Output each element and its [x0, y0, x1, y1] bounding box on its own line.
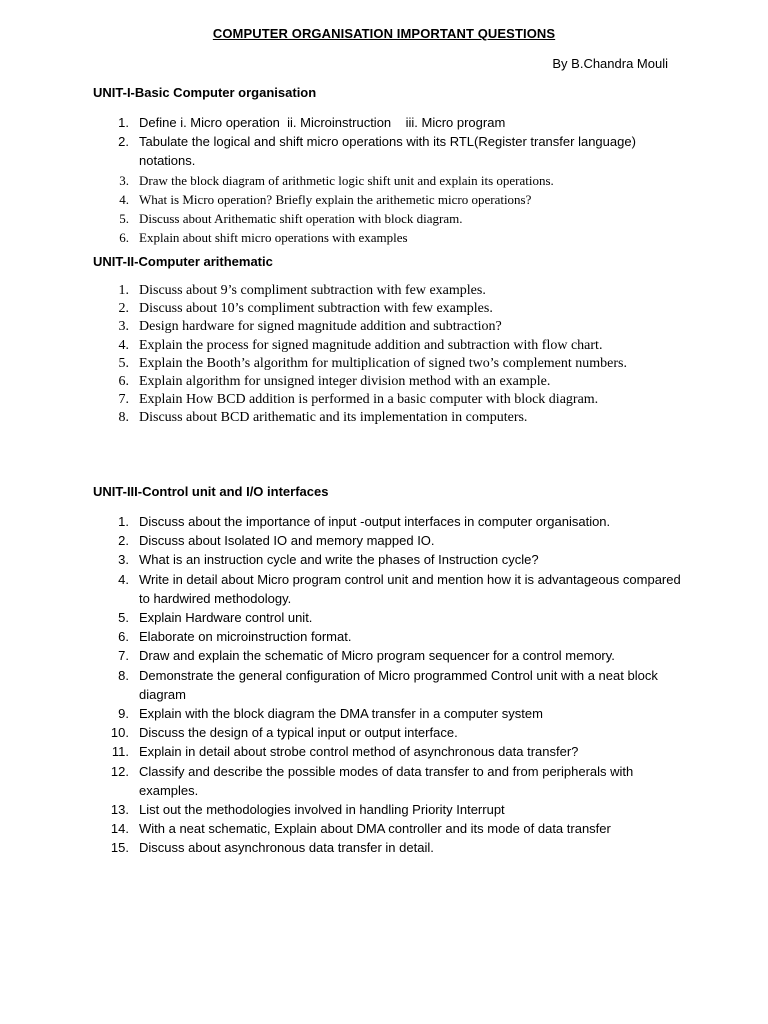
- list-item: [93, 800, 693, 819]
- question-text: Discuss about asynchronous data transfer in detail.: [139, 840, 434, 856]
- question-text: What is an instruction cycle and write the phases of Instruction cycle?: [139, 552, 539, 568]
- question-text: Explain with the block diagram the DMA transfer in a computer system: [139, 706, 543, 722]
- question-number: 3.: [118, 319, 129, 335]
- list-item: [93, 742, 693, 761]
- list-item: [93, 838, 693, 857]
- question-number: 1.: [118, 283, 129, 298]
- question-number: 1.: [118, 115, 129, 130]
- question-number: 7.: [118, 392, 129, 408]
- list-item: [93, 318, 693, 336]
- list-item: [93, 282, 693, 300]
- list-item: [93, 570, 693, 608]
- question-text: Discuss about 10’s compliment subtraction with few examples.: [139, 301, 493, 317]
- list-item: [93, 132, 693, 170]
- list-item: [93, 209, 693, 228]
- question-text: With a neat schematic, Explain about DMA controller and its mode of data transfer: [139, 821, 611, 837]
- unit-2-question-list: [93, 282, 693, 428]
- question-text: Discuss about Isolated IO and memory mapped IO.: [139, 533, 435, 549]
- question-number: 8.: [118, 410, 129, 426]
- question-number: 2.: [118, 301, 129, 317]
- question-number: 7.: [118, 648, 129, 664]
- question-number: 9.: [118, 706, 129, 722]
- question-text: Explain the process for signed magnitude addition and subtraction with flow chart.: [139, 337, 603, 353]
- question-number: 12.: [110, 763, 129, 779]
- question-number: 15.: [110, 840, 129, 856]
- question-number: 13.: [110, 802, 129, 818]
- question-text: Explain How BCD addition is performed in a basic computer with block diagram.: [139, 392, 599, 408]
- list-item: [93, 228, 693, 247]
- question-number: 5.: [118, 610, 129, 626]
- question-number: 3.: [119, 172, 129, 188]
- list-item: [93, 171, 693, 190]
- question-number: 1.: [118, 514, 129, 529]
- question-number: 4.: [118, 571, 129, 587]
- list-item: [93, 300, 693, 318]
- question-number: 4.: [118, 337, 129, 353]
- question-number: 6.: [119, 230, 129, 246]
- question-text: Draw and explain the schematic of Micro program sequencer for a control memory.: [139, 648, 615, 664]
- list-item: [93, 666, 693, 704]
- list-item: [93, 819, 693, 838]
- question-text: Define i. Micro operation ii. Microinstruction iii. Micro program: [139, 115, 506, 130]
- list-item: [93, 391, 693, 409]
- question-text: Discuss about BCD arithematic and its implementation in computers.: [139, 410, 528, 426]
- question-text: Discuss about Arithematic shift operation with block diagram.: [139, 211, 463, 227]
- unit-3-heading: UNIT-III-Control unit and I/O interfaces: [93, 484, 329, 499]
- list-item: [93, 190, 693, 209]
- list-item: [93, 355, 693, 373]
- question-number: 3.: [118, 552, 129, 568]
- list-item: [93, 762, 693, 800]
- question-number: 2.: [118, 533, 129, 549]
- list-item: [93, 113, 693, 132]
- list-item: [93, 723, 693, 742]
- list-item: [93, 646, 693, 665]
- question-text: Discuss the design of a typical input or output interface.: [139, 725, 458, 741]
- list-item: [93, 337, 693, 355]
- question-number: 6.: [118, 629, 129, 645]
- question-text: Discuss about 9’s compliment subtraction with few examples.: [139, 283, 486, 298]
- list-item: [93, 531, 693, 550]
- question-text: Explain the Booth’s algorithm for multiplication of signed two’s complement numbers.: [139, 355, 627, 371]
- list-item: [93, 704, 693, 723]
- question-number: 2.: [118, 134, 129, 150]
- question-text: Design hardware for signed magnitude addition and subtraction?: [139, 319, 502, 335]
- question-number: 4.: [119, 191, 129, 207]
- list-item: [93, 409, 693, 427]
- question-text: Elaborate on microinstruction format.: [139, 629, 352, 645]
- question-text: Explain in detail about strobe control method of asynchronous data transfer?: [139, 744, 579, 760]
- question-text: Explain about shift micro operations with examples: [139, 230, 408, 246]
- list-item: [93, 608, 693, 627]
- unit-3-question-list: [93, 512, 693, 858]
- question-number: 11.: [111, 744, 129, 760]
- question-text: Write in detail about Micro program control unit and mention how it is advantageous compared to hardwired methodology.: [139, 571, 681, 606]
- document-title: COMPUTER ORGANISATION IMPORTANT QUESTIONS: [212, 26, 556, 41]
- question-text: List out the methodologies involved in handling Priority Interrupt: [139, 802, 505, 818]
- question-number: 14.: [110, 821, 129, 837]
- question-text: Explain Hardware control unit.: [139, 610, 313, 626]
- question-text: Draw the block diagram of arithmetic logic shift unit and explain its operations.: [139, 172, 554, 188]
- question-number: 10.: [110, 725, 129, 741]
- list-item: [93, 512, 693, 531]
- question-text: Tabulate the logical and shift micro operations with its RTL(Register transfer language) notations.: [139, 134, 636, 169]
- unit-2-heading: UNIT-II-Computer arithematic: [93, 254, 273, 269]
- question-number: 5.: [119, 211, 129, 227]
- question-text: What is Micro operation? Briefly explain the arithemetic micro operations?: [139, 191, 532, 207]
- question-number: 8.: [118, 667, 129, 683]
- question-number: 6.: [118, 374, 129, 390]
- question-text: Discuss about the importance of input -output interfaces in computer organisation.: [139, 514, 611, 529]
- question-text: Explain algorithm for unsigned integer division method with an example.: [139, 374, 551, 390]
- list-item: [93, 550, 693, 569]
- unit-1-question-list: [93, 113, 693, 247]
- question-text: Demonstrate the general configuration of Micro programmed Control unit with a neat block diagram: [139, 667, 658, 702]
- list-item: [93, 627, 693, 646]
- question-number: 5.: [118, 355, 129, 371]
- unit-1-heading: UNIT-I-Basic Computer organisation: [93, 85, 317, 100]
- list-item: [93, 373, 693, 391]
- document-author: By B.Chandra Mouli: [552, 56, 668, 71]
- question-text: Classify and describe the possible modes of data transfer to and from peripherals with examples.: [139, 763, 634, 798]
